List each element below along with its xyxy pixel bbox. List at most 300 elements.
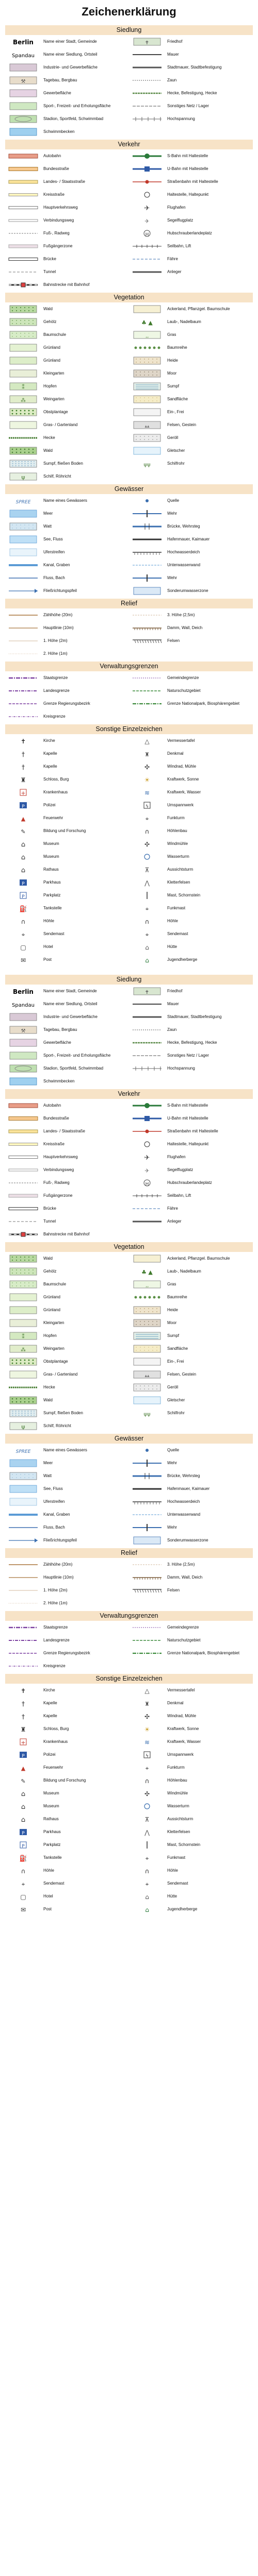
tunnel-icon xyxy=(7,267,39,277)
legend-item xyxy=(129,380,253,393)
legend-label: Fähre xyxy=(167,1206,178,1211)
legend-item xyxy=(5,985,129,997)
border-nature-icon xyxy=(131,686,163,696)
svg-text:⌖: ⌖ xyxy=(145,1854,149,1862)
legend-label: Felsen xyxy=(167,1588,180,1592)
legend-label: Hecke, Befestigung, Hecke xyxy=(167,1040,217,1045)
svg-text:△: △ xyxy=(144,737,150,745)
legend-label: Höhle xyxy=(43,919,54,923)
legend-label: Seilbahn, Lift xyxy=(167,244,191,248)
legend-item xyxy=(129,1329,253,1342)
antenna-icon xyxy=(131,903,163,913)
legend-item xyxy=(5,201,129,214)
pedestrian-icon xyxy=(7,241,39,251)
legend-label: Hochspannung xyxy=(167,1066,195,1071)
legend-item xyxy=(5,1851,129,1864)
legend-item xyxy=(5,1406,129,1419)
windmill2-icon xyxy=(131,839,163,849)
stream-icon xyxy=(7,573,39,583)
legend-label: Umspannwerk xyxy=(167,803,194,807)
legend-item xyxy=(129,1265,253,1278)
trees-icon xyxy=(131,317,163,327)
legend-item xyxy=(5,546,129,558)
legend-label: Landes- / Staatsstraße xyxy=(43,179,85,184)
svg-text:ψ: ψ xyxy=(21,473,25,481)
legend-label: Kreisstraße xyxy=(43,1142,64,1146)
legend-item xyxy=(5,393,129,405)
legend-label: Hafenmauer, Kaimauer xyxy=(167,537,210,541)
legend-item xyxy=(129,302,253,315)
contour4-icon xyxy=(7,636,39,646)
legend-item xyxy=(5,1469,129,1482)
monument-icon xyxy=(131,749,163,759)
cable-icon xyxy=(131,241,163,251)
legend-item xyxy=(129,494,253,507)
legend-label: Windrad, Mühle xyxy=(167,764,197,769)
legend-label: Mauer xyxy=(167,52,179,57)
heli-icon xyxy=(131,228,163,239)
ubahn-icon xyxy=(131,164,163,174)
legend-label: Höhlenbau xyxy=(167,1778,187,1783)
legend-item xyxy=(129,1495,253,1508)
legend-item xyxy=(129,1735,253,1748)
windmill-icon xyxy=(131,761,163,772)
empty-icon xyxy=(131,1229,163,1240)
legend-label: Sumpf, fließen Boden xyxy=(43,1411,83,1415)
legend-item xyxy=(129,1291,253,1303)
svg-text:∩: ∩ xyxy=(144,1777,150,1785)
legend-item xyxy=(5,1138,129,1150)
heath-icon xyxy=(131,355,163,366)
hedge2-icon xyxy=(7,433,39,443)
legend-label: Landesgrenze xyxy=(43,1638,70,1642)
legend-block-1 xyxy=(5,25,253,966)
legend-item xyxy=(129,997,253,1010)
museum2-icon xyxy=(7,852,39,862)
legend-label: Laub-, Nadelbaum xyxy=(167,319,201,324)
svg-text:♜: ♜ xyxy=(144,751,150,758)
legend-label: Staatsgrenze xyxy=(43,1625,68,1630)
legend-label: Stadtmauer, Stadtbefestigung xyxy=(167,65,222,70)
section-items-verwaltung xyxy=(5,1621,253,1672)
garden-icon xyxy=(7,420,39,430)
page-title: Zeichenerklärung xyxy=(82,5,176,18)
svg-text:✣: ✣ xyxy=(144,840,150,848)
legend-item xyxy=(5,1049,129,1062)
legend-label: Grünland xyxy=(43,345,60,350)
svg-text:♣ ▲: ♣ ▲ xyxy=(141,319,153,326)
legend-label: Sumpf xyxy=(167,384,180,388)
legend-item xyxy=(129,1075,253,1088)
svg-text:✈: ✈ xyxy=(144,204,150,212)
legend-label: Industrie- und Gewerbefläche xyxy=(43,1014,98,1019)
legend-item xyxy=(129,1584,253,1597)
legend-item xyxy=(5,188,129,201)
watertower-icon xyxy=(131,1801,163,1811)
legend-item xyxy=(5,1571,129,1584)
legend-item xyxy=(129,902,253,914)
legend-item xyxy=(5,940,129,953)
empty-icon xyxy=(131,711,163,722)
legend-label: Kapelle xyxy=(43,1701,57,1705)
legend-label: Baumreihe xyxy=(167,345,187,350)
legend-item xyxy=(5,837,129,850)
sbahn-icon xyxy=(131,151,163,161)
townhall-icon xyxy=(7,865,39,875)
moor-icon xyxy=(131,368,163,379)
main-icon xyxy=(7,202,39,213)
legend-label: Heide xyxy=(167,358,178,363)
svg-text:‚‚: ‚‚ xyxy=(145,1282,149,1289)
section-items-siedlung xyxy=(5,985,253,1088)
scree-icon xyxy=(131,433,163,443)
legend-label: Denkmal xyxy=(167,751,184,756)
contour3-icon xyxy=(7,1572,39,1583)
legend-item xyxy=(129,227,253,240)
legend-label: Grenze Nationalpark, Biosphärengebiet xyxy=(167,1651,240,1655)
legend-item xyxy=(129,1368,253,1381)
legend-item xyxy=(129,1469,253,1482)
legend-item xyxy=(129,1748,253,1761)
legend-item xyxy=(5,1597,129,1609)
svg-text:∩: ∩ xyxy=(144,1867,150,1875)
legend-label: Gletscher xyxy=(167,448,185,453)
substation-icon xyxy=(131,1750,163,1760)
svg-text:†: † xyxy=(22,750,25,758)
contour2-icon xyxy=(131,1560,163,1570)
legend-item xyxy=(129,61,253,74)
forest-icon xyxy=(7,1253,39,1264)
legend-item xyxy=(129,671,253,684)
svg-text:⋀: ⋀ xyxy=(144,879,150,887)
legend-label: Baumreihe xyxy=(167,1295,187,1299)
empty-icon xyxy=(131,1661,163,1671)
footpath-icon xyxy=(7,228,39,239)
parkhouse-icon xyxy=(7,877,39,888)
legend-item xyxy=(129,1215,253,1228)
empty-icon xyxy=(131,649,163,659)
special-icon xyxy=(131,586,163,596)
section-items-vegetation xyxy=(5,302,253,483)
border-region-icon xyxy=(7,699,39,709)
mast-icon xyxy=(131,890,163,901)
legend-label: Kletterfelsen xyxy=(167,1829,190,1834)
legend-label: Post xyxy=(43,1907,52,1911)
legend-item xyxy=(5,1252,129,1265)
legend-label: Brücke xyxy=(43,1206,56,1211)
legend-label: Hubschrauberlandeplatz xyxy=(167,231,212,235)
legend-label: Wald xyxy=(43,1256,53,1261)
legend-label: Hauptverkehrsweg xyxy=(43,1155,78,1159)
legend-label: Sendemast xyxy=(43,931,64,936)
grassland2-icon xyxy=(7,1305,39,1315)
legend-item xyxy=(129,1634,253,1647)
legend-item xyxy=(129,799,253,811)
net-icon xyxy=(131,101,163,111)
legend-label: Hopfen xyxy=(43,1333,57,1338)
main-icon xyxy=(7,1152,39,1162)
empty-icon xyxy=(131,1076,163,1087)
legend-item xyxy=(5,1722,129,1735)
legend-label: Kanal, Graben xyxy=(43,1512,70,1517)
legend-label: Kreisgrenze xyxy=(43,714,66,719)
legend-label: Anleger xyxy=(167,269,182,274)
svg-text:Berlin: Berlin xyxy=(13,988,34,995)
legend-item xyxy=(129,1851,253,1864)
legend-label: Felsen, Gestein xyxy=(167,422,197,427)
motorway-icon xyxy=(7,1100,39,1111)
legend-label: Name einer Siedlung, Ortsteil xyxy=(43,1002,98,1006)
legend-item xyxy=(5,380,129,393)
legend-item xyxy=(5,444,129,457)
section-items-relief xyxy=(5,1558,253,1609)
legend-item xyxy=(129,1621,253,1634)
legend-item xyxy=(5,1825,129,1838)
svg-text:♜: ♜ xyxy=(144,1700,150,1707)
legend-label: Windrad, Mühle xyxy=(167,1714,197,1718)
legend-label: Gewerbefläche xyxy=(43,91,71,95)
legend-item xyxy=(5,99,129,112)
legend-item xyxy=(5,367,129,380)
svg-text:P: P xyxy=(22,1831,25,1836)
legend-label: Höhle xyxy=(43,1868,54,1873)
legend-label: Watt xyxy=(43,524,52,529)
legend-label: Quelle xyxy=(167,1448,180,1452)
legend-label: Parkplatz xyxy=(43,1842,61,1847)
legend-item xyxy=(129,1444,253,1456)
legend-label: Mast, Schornstein xyxy=(167,1842,201,1847)
pool-icon xyxy=(7,127,39,137)
legend-item xyxy=(129,1558,253,1571)
watertower-icon xyxy=(131,852,163,862)
legend-label: Hütte xyxy=(167,1894,178,1899)
svg-text:✣: ✣ xyxy=(144,1790,150,1798)
net-icon xyxy=(131,1050,163,1061)
legend-item xyxy=(5,1062,129,1075)
survey-icon xyxy=(131,1685,163,1696)
border-state-icon xyxy=(7,673,39,683)
legend-label: Museum xyxy=(43,854,59,859)
vineyard-icon xyxy=(7,394,39,404)
border-district-icon xyxy=(7,711,39,722)
legend-label: Geröll xyxy=(167,435,179,440)
hops-icon xyxy=(7,381,39,392)
shore-icon xyxy=(7,547,39,557)
legend-label: Felsen, Gestein xyxy=(167,1372,197,1377)
legend-item xyxy=(5,1508,129,1521)
legend-item xyxy=(5,315,129,328)
legend-item xyxy=(129,188,253,201)
legend-item xyxy=(129,1709,253,1722)
legend-label: Baumschule xyxy=(43,1282,67,1286)
legend-label: 3. Höhe (2,5m) xyxy=(167,1562,195,1567)
legend-item xyxy=(5,1010,129,1023)
legend-label: S-Bahn mit Haltestelle xyxy=(167,154,208,158)
block-separator xyxy=(0,966,258,973)
border-state-icon xyxy=(7,1622,39,1633)
svg-text:ψψ: ψψ xyxy=(143,462,151,468)
legend-item xyxy=(5,1621,129,1634)
legend-item xyxy=(5,1709,129,1722)
treerow-icon xyxy=(131,343,163,353)
legend-label: Geröll xyxy=(167,1385,179,1389)
district-icon xyxy=(7,1139,39,1149)
legend-label: Schloss, Burg xyxy=(43,1726,69,1731)
legend-item xyxy=(129,457,253,470)
legend-label: Kreisstraße xyxy=(43,192,64,197)
svg-text:▴▴: ▴▴ xyxy=(144,1373,150,1379)
legend-label: Kapelle xyxy=(43,764,57,769)
legend-item xyxy=(5,227,129,240)
legend-item xyxy=(5,61,129,74)
pedestrian-icon xyxy=(7,1191,39,1201)
radiotower-icon xyxy=(131,813,163,823)
legend-item xyxy=(129,1252,253,1265)
commercial-icon xyxy=(7,88,39,98)
legend-label: Sumpf xyxy=(167,1333,180,1338)
legend-label: Kleingarten xyxy=(43,1320,64,1325)
legend-label: Krankenhaus xyxy=(43,1739,68,1744)
sbahn-icon xyxy=(131,1100,163,1111)
svg-text:H: H xyxy=(145,1181,149,1187)
legend-item xyxy=(5,1800,129,1812)
legend-label: Tunnel xyxy=(43,269,56,274)
cave2-icon xyxy=(7,1866,39,1876)
legend-label: Ein-, Frei xyxy=(167,1359,184,1364)
tram-icon xyxy=(131,177,163,187)
legend-item xyxy=(129,1010,253,1023)
svg-text:✝: ✝ xyxy=(20,737,26,745)
legend-item xyxy=(129,734,253,747)
svg-text:†: † xyxy=(22,1713,25,1720)
svg-text:✝: ✝ xyxy=(144,40,150,46)
svg-text:⌂: ⌂ xyxy=(145,1893,149,1901)
legend-item xyxy=(5,1228,129,1241)
contour1-icon xyxy=(7,1560,39,1570)
legend-item xyxy=(5,747,129,760)
legend-item xyxy=(129,1697,253,1709)
powerline-icon xyxy=(131,1063,163,1074)
legend-label: Sonstiges Netz / Lager xyxy=(167,1053,209,1058)
windmill-icon xyxy=(131,1711,163,1721)
legend-label: Sandfläche xyxy=(167,1346,188,1351)
legend-label: Schilf, Röhricht xyxy=(43,474,71,479)
legend-item xyxy=(129,1508,253,1521)
legend-item xyxy=(5,214,129,227)
legend-label: Grenze Regierungsbezirk xyxy=(43,1651,90,1655)
legend-label: Bahnstrecke mit Bahnhof xyxy=(43,1232,90,1236)
contour5-icon xyxy=(7,1598,39,1608)
district-icon xyxy=(7,190,39,200)
town-name-icon xyxy=(7,37,39,47)
legend-item xyxy=(129,824,253,837)
section-items-sonstige xyxy=(5,1684,253,1916)
transmitter-icon xyxy=(7,1878,39,1889)
legend-item xyxy=(5,328,129,341)
chapel-icon xyxy=(7,1698,39,1708)
legend-item xyxy=(129,1138,253,1150)
legend-label: Gras xyxy=(167,1282,176,1286)
legend-label: Hubschrauberlandeplatz xyxy=(167,1180,212,1185)
svg-text:▢: ▢ xyxy=(20,1893,26,1901)
legend-item xyxy=(129,418,253,431)
legend-item xyxy=(5,35,129,48)
legend-item xyxy=(129,1571,253,1584)
stream-icon xyxy=(7,1522,39,1533)
legend-label: Staatsgrenze xyxy=(43,675,68,680)
transmitter2-icon xyxy=(131,1878,163,1889)
legend-item xyxy=(5,824,129,837)
legend-label: Sumpf, fließen Boden xyxy=(43,461,83,466)
legend-item xyxy=(129,149,253,162)
radiotower-icon xyxy=(131,1762,163,1773)
grassland-icon xyxy=(7,1292,39,1302)
svg-text:△: △ xyxy=(144,1687,150,1694)
contour3-icon xyxy=(7,623,39,633)
legend-item xyxy=(129,1761,253,1774)
svg-text:ψψ: ψψ xyxy=(143,1411,151,1417)
legend-item xyxy=(129,1406,253,1419)
legend-label: Name eines Gewässers xyxy=(43,498,87,503)
legend-label: Segelflugplatz xyxy=(167,1167,194,1172)
legend-label: Hochwasserdeich xyxy=(167,550,200,554)
svg-text:⌂: ⌂ xyxy=(21,853,26,861)
climb-icon xyxy=(131,877,163,888)
legend-item xyxy=(5,1456,129,1469)
legend-label: Seilbahn, Lift xyxy=(167,1193,191,1198)
legend-item xyxy=(129,315,253,328)
svg-text:✝: ✝ xyxy=(144,989,150,995)
legend-item xyxy=(129,1659,253,1672)
bridge-icon xyxy=(7,254,39,264)
legend-item xyxy=(129,608,253,621)
legend-item xyxy=(129,710,253,723)
legend-label: Naturschutzgebiet xyxy=(167,688,201,693)
legend-item xyxy=(5,1075,129,1088)
legend-item xyxy=(5,265,129,278)
legend-item xyxy=(5,558,129,571)
legend-item xyxy=(129,914,253,927)
legend-label: Straßenbahn mit Haltestelle xyxy=(167,179,218,184)
legend-label: Windmühle xyxy=(167,1791,188,1795)
legend-item xyxy=(129,1812,253,1825)
legend-label: Kleingarten xyxy=(43,371,64,376)
legend-label: 1. Höhe (2m) xyxy=(43,1588,68,1592)
glacier-icon xyxy=(131,1395,163,1405)
legend-item xyxy=(129,1278,253,1291)
rock-icon xyxy=(131,1369,163,1380)
legend-label: Tagebau, Bergbau xyxy=(43,78,77,82)
federal-icon xyxy=(7,1113,39,1124)
legend-label: Tankstelle xyxy=(43,906,62,910)
legend-label: Haltestelle, Haltepunkt xyxy=(167,1142,209,1146)
legend-label: Friedhof xyxy=(167,989,183,993)
section-header-siedlung: Siedlung xyxy=(5,975,253,985)
legend-item xyxy=(5,914,129,927)
legend-item xyxy=(129,265,253,278)
legend-item xyxy=(129,1825,253,1838)
legend-label: Wehr xyxy=(167,1461,177,1465)
legend-label: Kraftwerk, Sonne xyxy=(167,777,199,782)
legend-item xyxy=(5,1521,129,1534)
legend-label: Stadtmauer, Stadtbefestigung xyxy=(167,1014,222,1019)
border-land-icon xyxy=(7,686,39,696)
legend-label: Schwimmbecken xyxy=(43,1079,75,1083)
legend-item xyxy=(129,1049,253,1062)
wall-icon xyxy=(131,49,163,60)
section-items-gewaesser xyxy=(5,494,253,597)
legend-item xyxy=(5,1023,129,1036)
